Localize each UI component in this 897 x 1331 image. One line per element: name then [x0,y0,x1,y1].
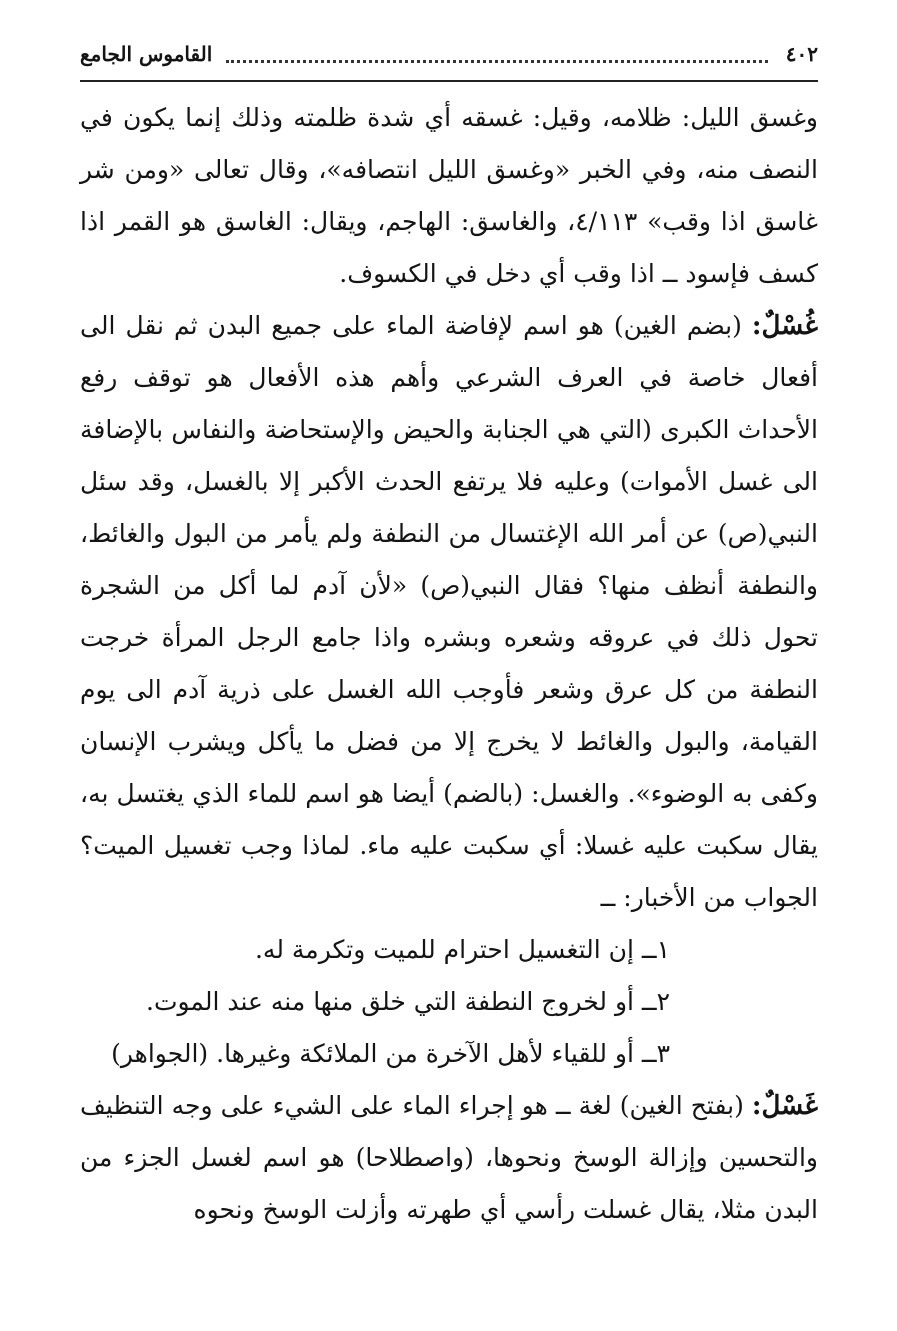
entry-headword: غَسْلٌ: [751,1091,818,1121]
running-header [80,34,818,74]
list-item: ١ــ إن التغسيل احترام للميت وتكرمة له. [254,935,670,964]
page-number: ٤٠٢ [785,42,818,66]
paragraph-ghasaq: وغسق الليل: ظلامه، وقيل: غسقه أي شدة ظلمته وذلك إنما يكون في النصف منه، وفي الخبر «وغسق الليل انتصافه»، وقال تعالى «ومن شر غاسق اذا وقب» ٤/١١٣، والغاسق: الهاجم، ويقال: الغاسق هو القمر اذا كسف فإسود ــ اذا وقب أي دخل في الكسوف. [80,103,818,288]
entry-ghasl [80,1080,818,1236]
page-body [80,92,818,1236]
entry-definition: (بفتح الغين) لغة ــ هو إجراء الماء على الشيء على وجه التنظيف والتحسين وإزالة الوسخ ونحوها، (واصطلاحا) هو اسم لغسل الجزء من البدن مثلا، يقال غسلت رأسي أي طهرته وأزلت الوسخ ونحوه [80,1091,818,1224]
list-item: ٢ــ أو لخروج النطفة التي خلق منها منه عند الموت. [146,987,670,1016]
entry-definition: (بضم الغين) هو اسم لإفاضة الماء على جميع البدن ثم نقل الى أفعال خاصة في العرف الشرعي وأهم هذه الأفعال هو توقف رفع الأحداث الكبرى (التي هي الجنابة والحيض والإستحاضة والنفاس بالإضافة الى غسل الأموات) وعليه فلا يرتفع الحدث الأكبر إلا بالغسل، وقد سئل النبي(ص) عن أمر الله الإغتسال من النطفة ولم يأمر من البول والغائط، والنطفة أنظف منها؟ فقال النبي(ص) «لأن آدم لما أكل من الشجرة تحول ذلك في عروقه وشعره وبشره واذا جامع الرجل المرأة خرجت النطفة من كل عرق وشعر فأوجب الله الغسل على ذرية آدم الى يوم القيامة، والبول والغائط لا يخرج إلا من فضل ما يأكل ويشرب الإنسان وكفى به الوضوء». والغسل: (بالضم) أيضا هو اسم للماء الذي يغتسل به، يقال سكبت عليه غسلا: أي سكبت عليه ماء. لماذا وجب تغسيل الميت؟ الجواب من الأخبار: ــ [80,311,818,912]
entry-headword: غُسْلٌ: [751,311,818,341]
header-rule [80,80,818,82]
book-title: القاموس الجامع [80,42,213,66]
entry-ghusl [80,300,818,924]
dotted-leader [226,46,767,63]
list-item: ٣ــ أو للقياء لأهل الآخرة من الملائكة وغيرها. (الجواهر) [111,1039,670,1068]
